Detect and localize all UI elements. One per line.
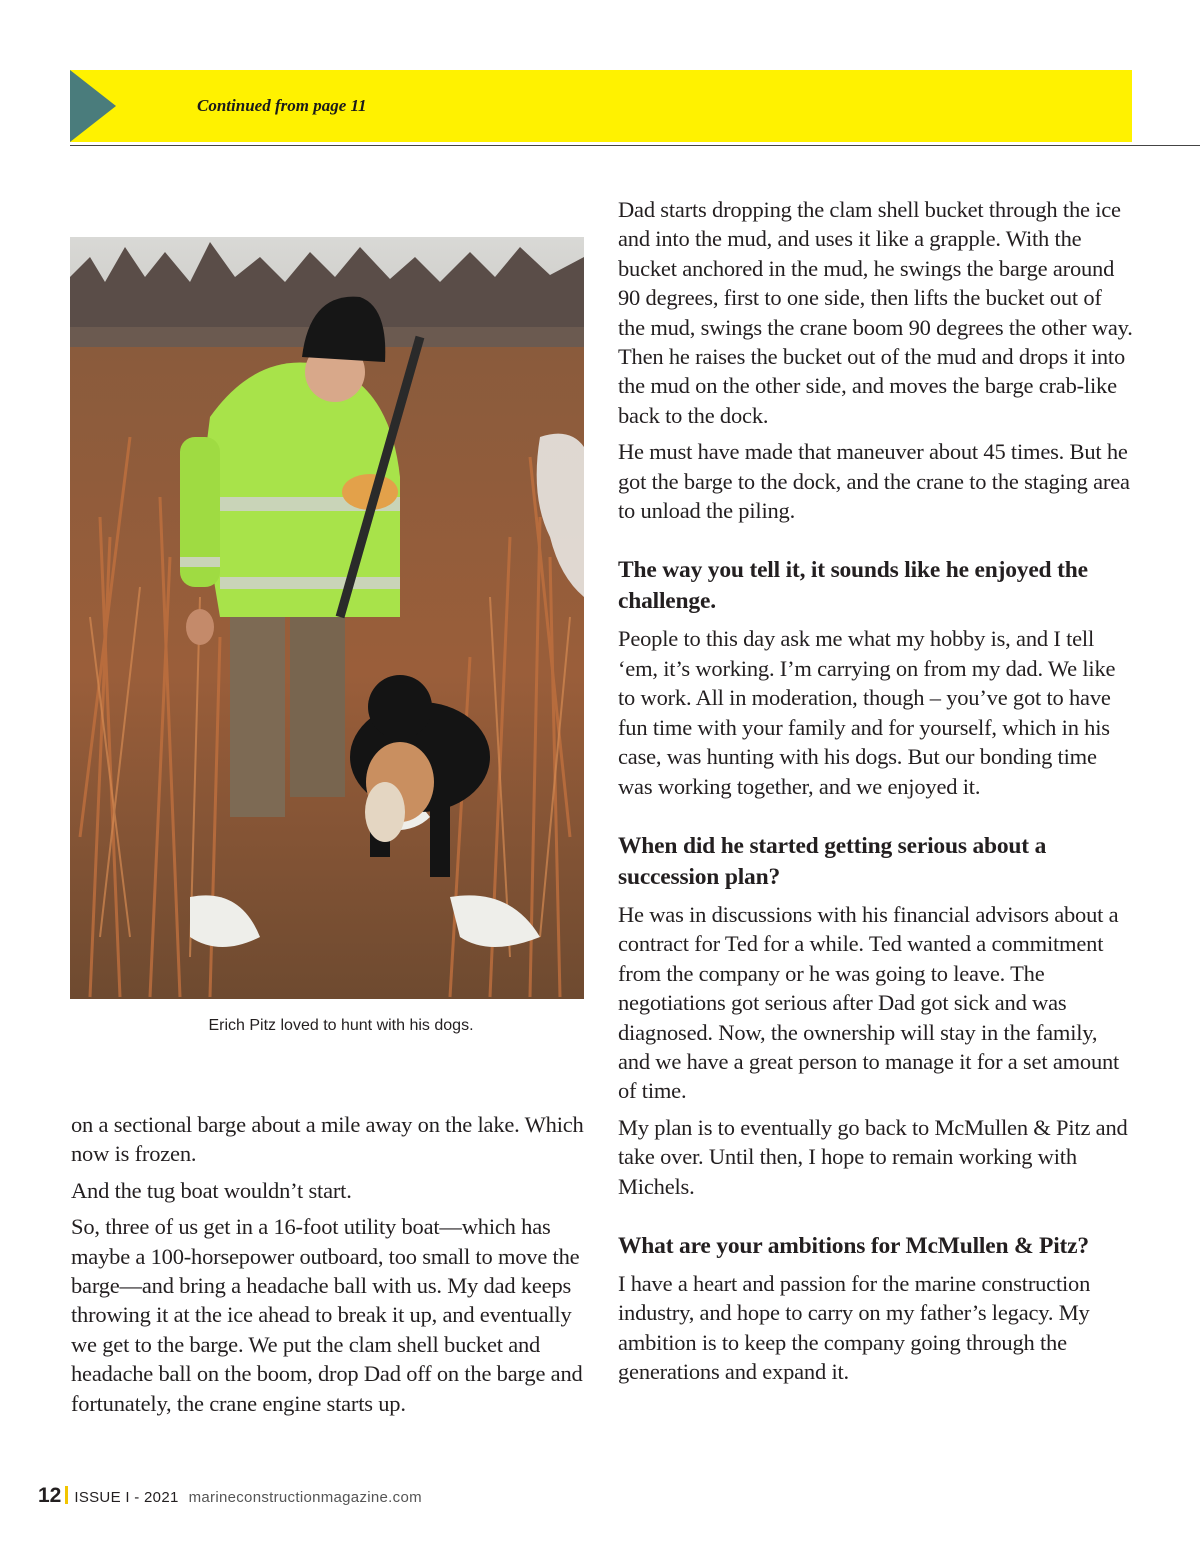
left-column (71, 1110, 586, 1425)
website-link[interactable]: marineconstructionmagazine.com (188, 1489, 422, 1506)
paragraph: on a sectional barge about a mile away on the lake. Which now is frozen. (71, 1112, 584, 1167)
page-number: 12 (38, 1484, 62, 1507)
paragraph: I have a heart and passion for the marine construction industry, and hope to carry on my father’s legacy. My ambition is to keep the company going through the generations and expand it. (618, 1270, 1091, 1385)
question-heading: When did he started getting serious about a succession plan? (618, 832, 1047, 890)
photo-caption: Erich Pitz loved to hunt with his dogs. (208, 1017, 474, 1034)
footer-divider (65, 1486, 68, 1504)
continued-note: Continued from page 11 (197, 96, 367, 115)
paragraph: So, three of us get in a 16-foot utility boat—which has maybe a 100-horsepower outboard, too small to move the barge—and bring a headache ball with us. My dad keeps throwing it at the ice ahead to break it up, and eventually we get to the barge. We put the clam shell bucket and headache ball on the boom, drop Dad off on the barge and fortunately, the crane engine starts up. (71, 1214, 583, 1416)
paragraph: My plan is to eventually go back to McMullen & Pitz and take over. Until then, I hope to remain working with Michels. (618, 1114, 1128, 1199)
question-heading: What are your ambitions for McMullen & Pitz? (618, 1232, 1089, 1259)
issue-label: ISSUE I - 2021 (74, 1489, 179, 1506)
header-rule (70, 145, 1200, 146)
paragraph: He must have made that maneuver about 45 times. But he got the barge to the dock, and the crane to the staging area to unload the piling. (618, 439, 1130, 524)
page-footer (38, 1484, 422, 1508)
hunter-photo (70, 237, 584, 999)
paragraph: He was in discussions with his financial advisors about a contract for Ted for a while. Ted wanted a commitment from the company or he was going to leave. The negotiations got serious after Dad got sick and was diagnosed. Now, the ownership will stay in the family, and we have a great person to manage it for a set amount of time. (618, 901, 1120, 1104)
question-heading: The way you tell it, it sounds like he enjoyed the challenge. (618, 557, 1088, 615)
paragraph: And the tug boat wouldn’t start. (71, 1177, 352, 1203)
right-column (618, 195, 1133, 1394)
paragraph: People to this day ask me what my hobby is, and I tell ‘em, it’s working. I’m carrying on from my dad. We like to work. All in moderation, though – you’ve got to have fun time with your family and for yourself, which in his case, was hunting with his dogs. But our bonding time was working together, and we enjoyed it. (618, 626, 1116, 799)
paragraph: Dad starts dropping the clam shell bucket through the ice and into the mud, and uses it like a grapple. With the bucket anchored in the mud, he swings the barge around 90 degrees, first to one side, then lifts the bucket out of the mud, swings the crane boom 90 degrees the other way. Then he raises the bucket out of the mud and drops it into the mud on the other side, and moves the barge crab-like back to the dock. (618, 197, 1133, 428)
arrow-icon (70, 70, 116, 142)
